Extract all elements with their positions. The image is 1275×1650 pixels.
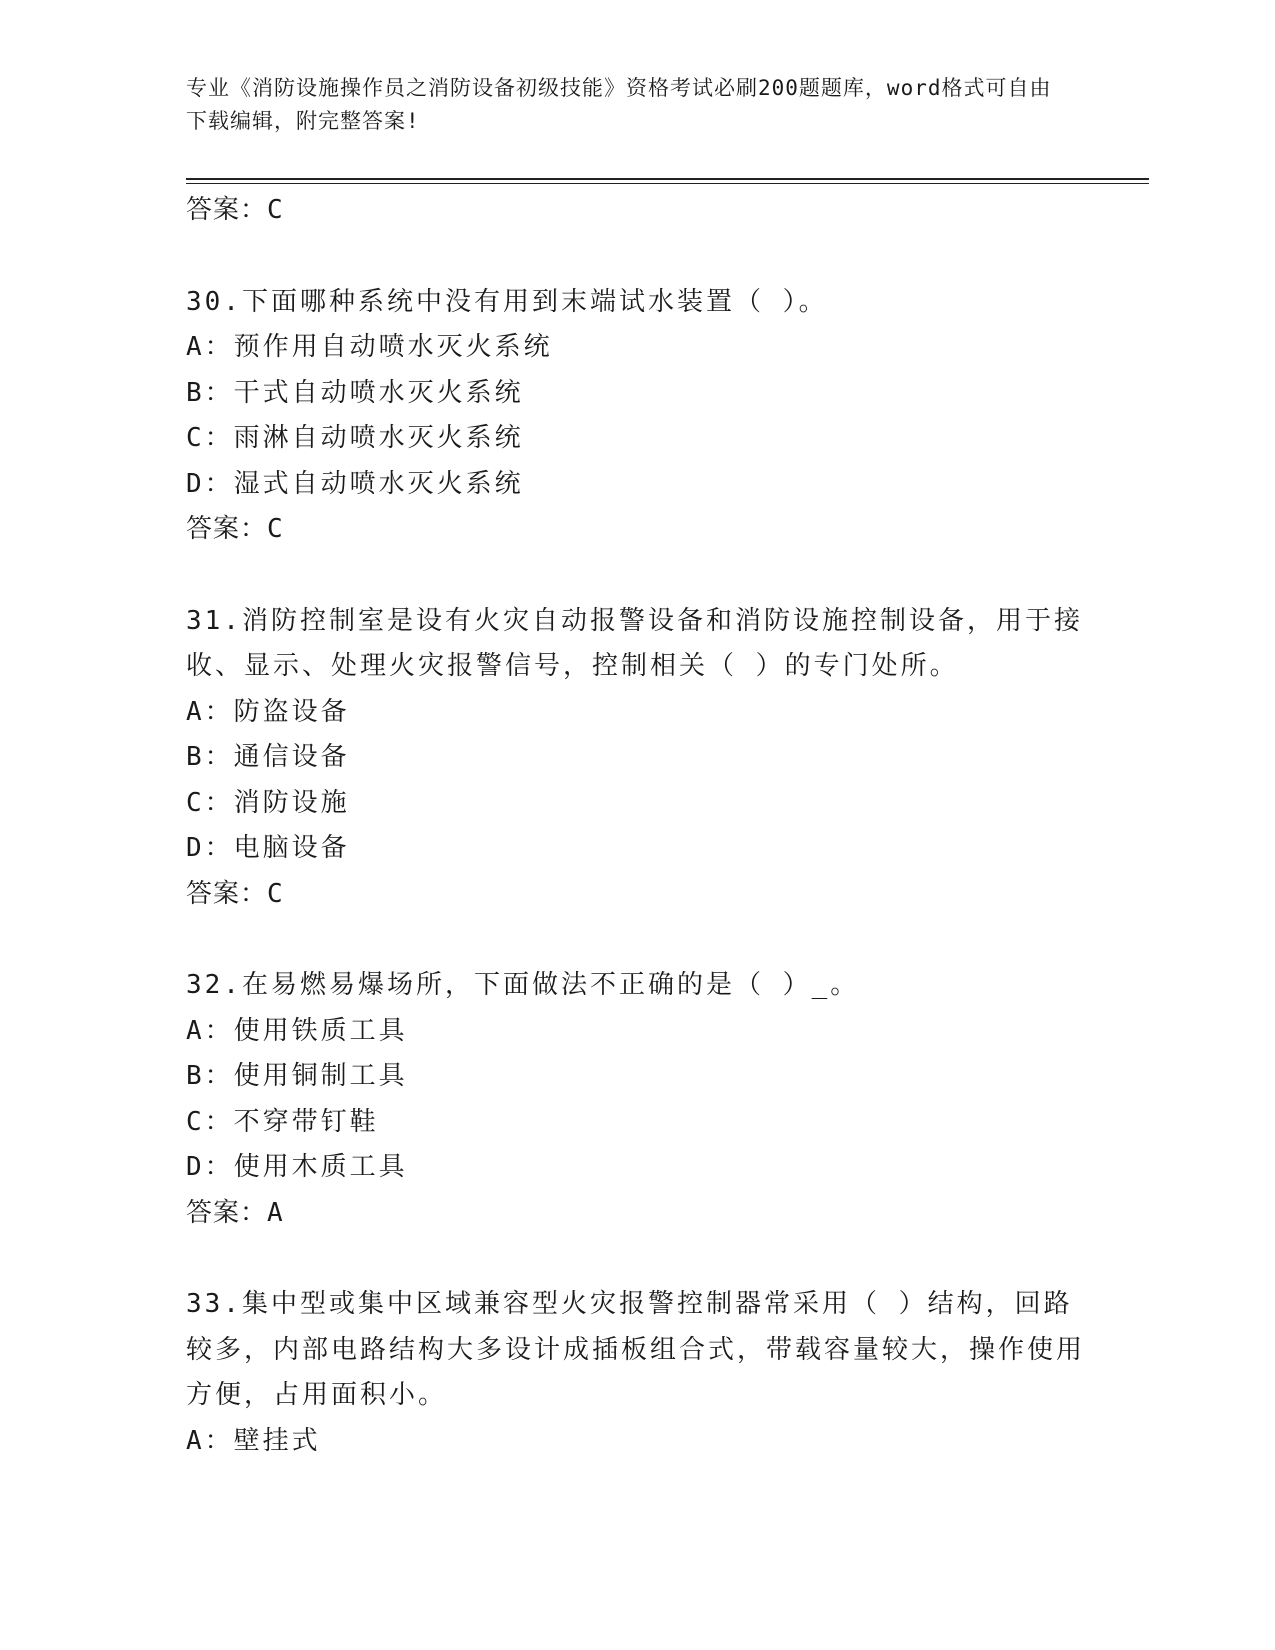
answer-line: 答案：C xyxy=(186,514,284,544)
option-b: B：使用铜制工具 xyxy=(186,1061,408,1091)
question-stem: 30.下面哪种系统中没有用到末端试水装置（ ）。 xyxy=(186,286,828,317)
header-divider-thick xyxy=(186,178,1149,180)
question-30 xyxy=(186,280,1086,553)
option-c: C：消防设施 xyxy=(186,787,350,818)
option-d: D：使用木质工具 xyxy=(186,1152,408,1182)
answer-line: 答案：A xyxy=(186,1197,284,1228)
answer-line: 答案：C xyxy=(186,195,284,225)
header-divider-thin xyxy=(186,183,1149,184)
document-header: 专业《消防设施操作员之消防设备初级技能》资格考试必刷200题题库，word格式可自由下载编辑，附完整答案! xyxy=(186,76,1052,133)
option-d: D：湿式自动喷水灭火系统 xyxy=(186,468,524,499)
option-b: B：通信设备 xyxy=(186,742,350,772)
answer-line: 答案：C xyxy=(186,878,284,909)
question-stem: 32.在易燃易爆场所，下面做法不正确的是（ ）_。 xyxy=(186,970,860,1000)
option-d: D：电脑设备 xyxy=(186,833,350,863)
question-32 xyxy=(186,963,1086,1236)
question-list xyxy=(186,188,1086,1464)
option-c: C：雨淋自动喷水灭火系统 xyxy=(186,423,524,453)
option-b: B：干式自动喷水灭火系统 xyxy=(186,377,524,408)
option-a: A：壁挂式 xyxy=(186,1425,321,1456)
option-a: A：防盗设备 xyxy=(186,696,350,727)
question-33 xyxy=(186,1282,1086,1464)
option-a: A：使用铁质工具 xyxy=(186,1015,408,1046)
question-stem: 33.集中型或集中区域兼容型火灾报警控制器常采用（ ）结构，回路较多，内部电路结构大多设计成插板组合式，带载容量较大，操作使用方便，占用面积小。 xyxy=(186,1289,1086,1410)
option-a: A：预作用自动喷水灭火系统 xyxy=(186,332,553,362)
question-stem: 31.消防控制室是设有火灾自动报警设备和消防设施控制设备，用于接收、显示、处理火灾报警信号，控制相关（ ）的专门处所。 xyxy=(186,605,1083,681)
option-c: C：不穿带钉鞋 xyxy=(186,1106,379,1137)
question-31 xyxy=(186,599,1086,918)
